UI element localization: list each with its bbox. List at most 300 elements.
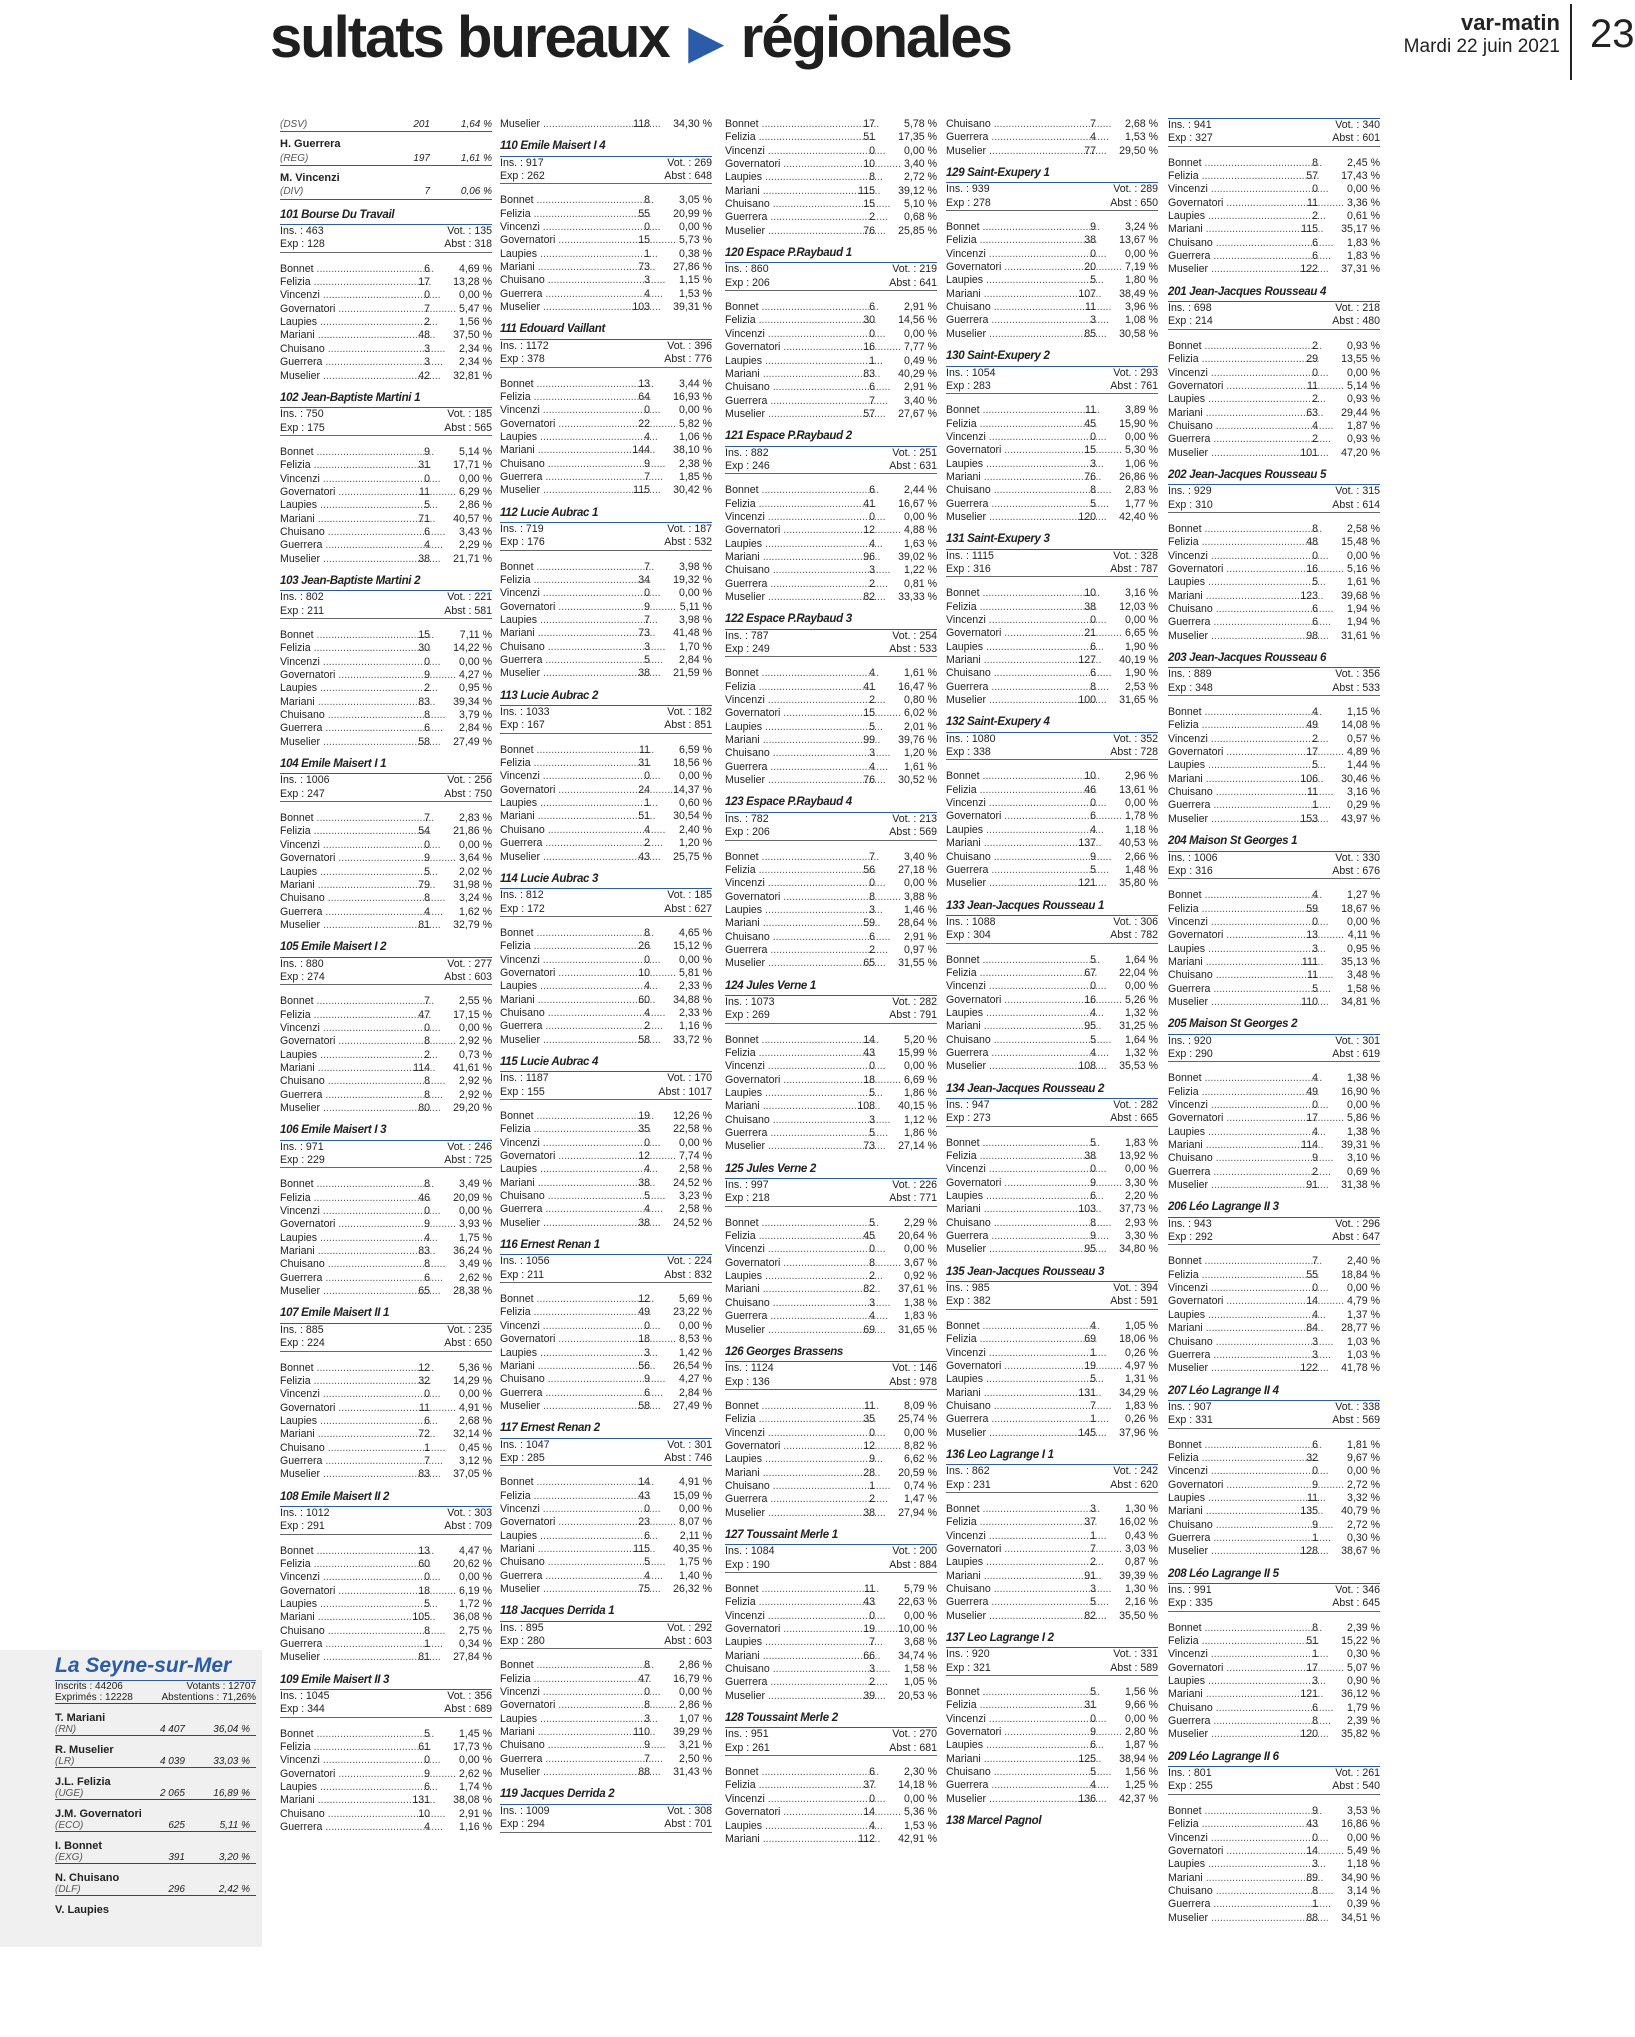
inscrits: Ins. : 907 bbox=[1168, 1400, 1212, 1413]
exprimes: Exprimés : 12228 bbox=[55, 1692, 133, 1703]
vote-percent: 2,53 % bbox=[1125, 680, 1158, 693]
votants: Vot. : 277 bbox=[447, 957, 492, 970]
vote-percent: 1,83 % bbox=[1125, 1136, 1158, 1149]
candidate-name: Governatori ..... bbox=[500, 1333, 600, 1346]
vote-percent: 39,02 % bbox=[898, 550, 937, 563]
result-row bbox=[946, 877, 1158, 890]
result-row bbox=[946, 1373, 1158, 1386]
result-row bbox=[1168, 1362, 1380, 1375]
exprimes: Exp : 292 bbox=[1168, 1231, 1213, 1244]
candidate-name: Governatori ..... bbox=[1168, 1479, 1268, 1492]
candidate-name: Vincenzi ..... bbox=[725, 511, 825, 524]
candidate-name: Laupies ..... bbox=[1168, 210, 1268, 223]
vote-percent: 0,00 % bbox=[1125, 614, 1158, 626]
result-row bbox=[280, 1651, 492, 1664]
result-row bbox=[946, 314, 1158, 327]
vote-percent: 34,88 % bbox=[673, 993, 712, 1006]
vote-count: 121 bbox=[1078, 877, 1096, 890]
exprimes: Exp : 128 bbox=[280, 238, 325, 251]
result-row bbox=[1168, 367, 1380, 380]
inscrits: Ins. : 1033 bbox=[500, 706, 550, 719]
vote-count: 0 bbox=[1090, 797, 1096, 810]
vote-percent: 18,67 % bbox=[1341, 902, 1380, 915]
page-number: 23 bbox=[1590, 12, 1635, 56]
candidate-name: Felizia ..... bbox=[725, 1779, 825, 1792]
vote-percent: 0,00 % bbox=[459, 1388, 492, 1401]
vote-count: 4 bbox=[644, 1006, 650, 1019]
candidate-name: Mariani ..... bbox=[946, 471, 1046, 484]
result-row bbox=[1168, 447, 1380, 460]
candidate-name: Muselier ..... bbox=[1168, 447, 1268, 460]
vote-percent: 3,67 % bbox=[904, 1256, 937, 1269]
inscrits: Inscrits : 44206 bbox=[55, 1681, 123, 1692]
vote-percent: 9,67 % bbox=[1347, 1451, 1380, 1464]
vote-percent: 15,22 % bbox=[1341, 1635, 1380, 1648]
vote-percent: 3,49 % bbox=[459, 1178, 492, 1191]
vote-count: 7 bbox=[424, 812, 430, 825]
vote-percent: 25,85 % bbox=[898, 224, 937, 237]
result-row bbox=[1168, 1126, 1380, 1139]
result-row bbox=[280, 303, 492, 316]
vote-count: 391 bbox=[168, 1852, 185, 1863]
abstentions: Abst : 627 bbox=[664, 902, 712, 915]
exprimes: Exp : 190 bbox=[725, 1558, 770, 1571]
candidate-name: Muselier ..... bbox=[280, 919, 380, 932]
polling-station-name: 201 Jean-Jacques Rousseau 4 bbox=[1168, 285, 1327, 298]
vote-percent: 26,32 % bbox=[673, 1583, 712, 1595]
vote-count: 14 bbox=[1306, 1295, 1318, 1308]
candidate-name: Bonnet ..... bbox=[1168, 1439, 1268, 1452]
result-row bbox=[1168, 1872, 1380, 1885]
vote-percent: 2,83 % bbox=[1125, 484, 1158, 497]
candidate-name: Bonnet ..... bbox=[280, 446, 380, 459]
station-stats-inscrits bbox=[280, 1506, 492, 1520]
result-row bbox=[500, 248, 712, 261]
vote-percent: 2,68 % bbox=[459, 1414, 492, 1427]
candidate-name: Chuisano ..... bbox=[946, 851, 1046, 864]
vote-count: 4 bbox=[644, 287, 650, 300]
vote-count: 7 bbox=[424, 995, 430, 1008]
vote-percent: 1,30 % bbox=[1125, 1502, 1158, 1515]
vote-count: 58 bbox=[638, 1399, 650, 1412]
vote-percent: 0,00 % bbox=[459, 655, 492, 668]
candidate-name: Muselier ..... bbox=[500, 118, 600, 131]
vote-count: 3 bbox=[644, 1346, 650, 1359]
station-stats-inscrits bbox=[1168, 484, 1380, 498]
vote-count: 0 bbox=[1090, 1163, 1096, 1176]
candidate-name: Felizia ..... bbox=[725, 131, 825, 144]
vote-count: 8 bbox=[424, 709, 430, 722]
candidate-name: Vincenzi ..... bbox=[946, 1530, 1046, 1543]
vote-percent: 21,59 % bbox=[673, 667, 712, 680]
station-stats-exprimes bbox=[500, 536, 712, 550]
vote-percent: 42,40 % bbox=[1119, 510, 1158, 523]
station-stats-inscrits bbox=[725, 1178, 937, 1192]
vote-percent: 25,75 % bbox=[673, 850, 712, 863]
inscrits: Ins. : 951 bbox=[725, 1728, 769, 1741]
candidate-name: Felizia ..... bbox=[725, 1413, 825, 1426]
vote-count: 7 bbox=[644, 470, 650, 483]
candidate-name: Muselier ..... bbox=[1168, 630, 1268, 643]
candidate-name: Guerrera ..... bbox=[280, 906, 380, 919]
vote-percent: 23,22 % bbox=[673, 1306, 712, 1319]
vote-count: 89 bbox=[1306, 1871, 1318, 1884]
candidate-name: Felizia ..... bbox=[500, 1123, 600, 1136]
vote-count: 17 bbox=[418, 276, 430, 289]
candidate-name: Muselier ..... bbox=[1168, 1545, 1268, 1558]
vote-count: 1 bbox=[1312, 1531, 1318, 1544]
result-row bbox=[725, 591, 937, 604]
result-row bbox=[725, 395, 937, 408]
vote-count: 6 bbox=[424, 1414, 430, 1427]
result-row bbox=[725, 1297, 937, 1310]
vote-count: 9 bbox=[424, 1767, 430, 1780]
candidate-name: Chuisano ..... bbox=[1168, 1702, 1268, 1715]
result-row bbox=[500, 274, 712, 287]
candidate-name: Mariani ..... bbox=[725, 1833, 825, 1846]
candidate-name: Bonnet ..... bbox=[1168, 889, 1268, 902]
candidate-name: Felizia ..... bbox=[725, 864, 825, 877]
vote-count: 6 bbox=[424, 1781, 430, 1794]
candidate-name: Chuisano ..... bbox=[500, 641, 600, 654]
candidate-name: Governatori ..... bbox=[946, 1543, 1046, 1556]
result-row bbox=[500, 1163, 712, 1176]
candidate-name: Mariani ..... bbox=[500, 261, 600, 274]
station-stats-exprimes bbox=[500, 1818, 712, 1832]
candidate-name: Felizia ..... bbox=[946, 967, 1046, 980]
vote-percent: 39,31 % bbox=[1341, 1139, 1380, 1152]
vote-count: 56 bbox=[638, 1359, 650, 1372]
candidate-name: Guerrera ..... bbox=[1168, 250, 1268, 263]
vote-percent: 42,91 % bbox=[898, 1832, 937, 1845]
polling-station-block bbox=[946, 118, 1158, 158]
vote-count: 6 bbox=[869, 301, 875, 314]
candidate-name: Governatori ..... bbox=[946, 1726, 1046, 1739]
vote-count: 4 bbox=[869, 537, 875, 550]
station-stats-exprimes bbox=[280, 422, 492, 436]
vote-count: 9 bbox=[1090, 221, 1096, 234]
abstentions: Abst : 532 bbox=[664, 536, 712, 549]
candidate-name: Governatori ..... bbox=[280, 1585, 380, 1598]
result-row bbox=[1168, 1452, 1380, 1465]
candidate-name: Felizia ..... bbox=[946, 1516, 1046, 1529]
vote-percent: 39,76 % bbox=[898, 734, 937, 747]
vote-percent: 1,87 % bbox=[1125, 1739, 1158, 1752]
result-row bbox=[1168, 393, 1380, 406]
results-column-1 bbox=[280, 118, 492, 1840]
result-row bbox=[725, 904, 937, 917]
vote-percent: 13,55 % bbox=[1341, 353, 1380, 366]
result-row bbox=[725, 1467, 937, 1480]
inscrits: Ins. : 1006 bbox=[1168, 851, 1218, 864]
vote-count: 39 bbox=[863, 1689, 875, 1702]
vote-percent: 7,74 % bbox=[679, 1150, 712, 1163]
vote-percent: 2,72 % bbox=[1347, 1478, 1380, 1491]
result-row bbox=[280, 329, 492, 342]
station-stats-exprimes bbox=[1168, 1597, 1380, 1611]
party-label: (REG) bbox=[280, 152, 309, 164]
candidate-party-row bbox=[280, 152, 492, 166]
vote-percent: 1,58 % bbox=[904, 1663, 937, 1676]
vote-count: 0 bbox=[869, 144, 875, 157]
exprimes: Exp : 291 bbox=[280, 1520, 325, 1533]
result-row bbox=[725, 1493, 937, 1506]
vote-count: 13 bbox=[1306, 929, 1318, 942]
exprimes: Exp : 218 bbox=[725, 1192, 770, 1205]
inscrits: Ins. : 997 bbox=[725, 1179, 769, 1192]
result-row bbox=[1168, 733, 1380, 746]
vote-count: 106 bbox=[1300, 772, 1318, 785]
vote-count: 17 bbox=[1306, 1112, 1318, 1125]
vote-count: 0 bbox=[1312, 549, 1318, 562]
vote-count: 144 bbox=[632, 444, 650, 457]
station-stats-inscrits bbox=[1168, 1583, 1380, 1597]
result-row bbox=[1168, 1282, 1380, 1295]
vote-count: 8 bbox=[1312, 1715, 1318, 1728]
vote-percent: 1,05 % bbox=[904, 1676, 937, 1689]
vote-count: 0 bbox=[424, 1205, 430, 1218]
vote-count: 6 bbox=[424, 262, 430, 275]
candidate-name: Laupies ..... bbox=[946, 824, 1046, 837]
vote-percent: 0,00 % bbox=[904, 327, 937, 340]
candidate-name: Chuisano ..... bbox=[725, 1663, 825, 1676]
vote-count: 43 bbox=[1306, 1818, 1318, 1831]
vote-count: 19 bbox=[1084, 1359, 1096, 1372]
vote-percent: 40,53 % bbox=[1119, 837, 1158, 850]
vote-percent: 8,09 % bbox=[904, 1399, 937, 1412]
candidate-name: Mariani ..... bbox=[280, 696, 380, 709]
vote-percent: 5,36 % bbox=[904, 1806, 937, 1819]
result-row bbox=[1168, 197, 1380, 210]
vote-percent: 2,29 % bbox=[459, 539, 492, 552]
result-row bbox=[1168, 353, 1380, 366]
vote-count: 79 bbox=[418, 878, 430, 891]
polling-station-block bbox=[1168, 1385, 1380, 1559]
polling-station-name: 136 Leo Lagrange I 1 bbox=[946, 1448, 1054, 1461]
result-row bbox=[1168, 983, 1380, 996]
vote-count: 9 bbox=[424, 445, 430, 458]
candidate-name: Governatori ..... bbox=[500, 1516, 600, 1529]
vote-count: 7 bbox=[424, 186, 430, 198]
result-row bbox=[946, 1347, 1158, 1360]
vote-count: 8 bbox=[1090, 680, 1096, 693]
polling-station-block bbox=[725, 1346, 937, 1520]
polling-station-block bbox=[946, 1815, 1158, 1828]
abstentions: Abst : 832 bbox=[664, 1268, 712, 1281]
votants: Vot. : 221 bbox=[447, 591, 492, 604]
result-row bbox=[500, 431, 712, 444]
result-row bbox=[1168, 420, 1380, 433]
candidate-name: Laupies ..... bbox=[500, 1163, 600, 1176]
candidate-name: Guerrera ..... bbox=[500, 288, 600, 301]
candidate-name: Guerrera ..... bbox=[725, 761, 825, 774]
party-label: (DSV) bbox=[280, 119, 308, 130]
polling-station-block bbox=[725, 247, 937, 421]
station-stats-exprimes bbox=[725, 643, 937, 657]
polling-station-block bbox=[946, 167, 1158, 341]
result-row bbox=[725, 864, 937, 877]
vote-percent: 2,34 % bbox=[459, 342, 492, 355]
vote-percent: 3,30 % bbox=[1125, 1176, 1158, 1189]
result-row bbox=[725, 877, 937, 890]
candidate-name: Governatori ..... bbox=[725, 1806, 825, 1819]
vote-count: 9 bbox=[1312, 1478, 1318, 1491]
vote-percent: 3,16 % bbox=[1347, 786, 1380, 799]
station-stats-inscrits bbox=[946, 549, 1158, 563]
vote-percent: 1,94 % bbox=[1347, 616, 1380, 629]
vote-count: 1 bbox=[1312, 1898, 1318, 1911]
vote-percent: 1,83 % bbox=[904, 1310, 937, 1323]
candidate-name: Laupies ..... bbox=[500, 614, 600, 627]
result-row bbox=[1168, 1099, 1380, 1112]
vote-percent: 17,35 % bbox=[898, 131, 937, 144]
vote-percent: 37,73 % bbox=[1119, 1203, 1158, 1216]
candidate-name: Felizia ..... bbox=[500, 1673, 600, 1686]
vote-percent: 31,98 % bbox=[453, 878, 492, 891]
votants: Vot. : 306 bbox=[1113, 915, 1158, 928]
votants: Vot. : 328 bbox=[1113, 549, 1158, 562]
vote-count: 8 bbox=[1312, 1884, 1318, 1897]
candidate-name: Guerrera ..... bbox=[280, 1455, 380, 1468]
result-row bbox=[946, 954, 1158, 967]
result-row bbox=[500, 1034, 712, 1047]
inscrits: Ins. : 880 bbox=[280, 957, 324, 970]
candidate-name: Guerrera ..... bbox=[280, 722, 380, 735]
exprimes: Exp : 255 bbox=[1168, 1780, 1213, 1793]
vote-count: 6 bbox=[424, 722, 430, 735]
result-row bbox=[725, 707, 937, 720]
candidate-name: Guerrera ..... bbox=[725, 1493, 825, 1506]
vote-percent: 1,75 % bbox=[679, 1556, 712, 1569]
vote-count: 14 bbox=[1306, 1844, 1318, 1857]
result-row bbox=[946, 1503, 1158, 1516]
vote-percent: 0,81 % bbox=[904, 577, 937, 590]
station-stats-inscrits bbox=[280, 1140, 492, 1154]
candidate-name: Laupies ..... bbox=[725, 1270, 825, 1283]
candidate-name: Bonnet ..... bbox=[946, 1503, 1046, 1516]
vote-percent: 36,24 % bbox=[453, 1245, 492, 1258]
vote-count: 7 bbox=[1090, 118, 1096, 130]
vote-percent: 2,84 % bbox=[679, 1386, 712, 1399]
vote-count: 38 bbox=[1084, 234, 1096, 247]
vote-count: 7 bbox=[869, 394, 875, 407]
result-row bbox=[725, 734, 937, 747]
vote-count: 10 bbox=[418, 1807, 430, 1820]
vote-count: 0 bbox=[1090, 430, 1096, 443]
result-row bbox=[500, 667, 712, 680]
candidate-name: Bonnet ..... bbox=[725, 484, 825, 497]
vote-percent: 0,80 % bbox=[904, 694, 937, 707]
result-row bbox=[946, 498, 1158, 511]
vote-percent: 1,61 % bbox=[1347, 576, 1380, 589]
candidate-name: Felizia ..... bbox=[280, 459, 380, 472]
abstentions: Abst : 771 bbox=[889, 1192, 937, 1205]
candidate-name: Mariani ..... bbox=[1168, 1688, 1268, 1701]
vote-count: 56 bbox=[863, 863, 875, 876]
polling-station-name: 103 Jean-Baptiste Martini 2 bbox=[280, 574, 421, 587]
vote-percent: 2,39 % bbox=[1347, 1621, 1380, 1634]
vote-count: 1 bbox=[1090, 1529, 1096, 1542]
vote-count: 1 bbox=[869, 354, 875, 367]
vote-percent: 0,87 % bbox=[1125, 1556, 1158, 1569]
vote-percent: 17,73 % bbox=[453, 1741, 492, 1754]
votants: Vot. : 170 bbox=[667, 1072, 712, 1085]
vote-percent: 0,30 % bbox=[1347, 1531, 1380, 1544]
vote-percent: 32,81 % bbox=[453, 369, 492, 382]
vote-count: 13 bbox=[638, 377, 650, 390]
exprimes: Exp : 344 bbox=[280, 1703, 325, 1716]
vote-count: 76 bbox=[1084, 470, 1096, 483]
candidate-name: Muselier ..... bbox=[946, 694, 1046, 707]
vote-count: 110 bbox=[633, 1726, 650, 1739]
candidate-name: Bonnet ..... bbox=[1168, 1072, 1268, 1085]
vote-count: 2 bbox=[869, 211, 875, 224]
candidate-name: Vincenzi ..... bbox=[1168, 367, 1268, 380]
vote-count: 72 bbox=[418, 1428, 430, 1441]
candidate-name: Governatori ..... bbox=[1168, 1295, 1268, 1308]
polling-station-block bbox=[725, 1712, 937, 1846]
vote-percent: 18,84 % bbox=[1341, 1268, 1380, 1281]
result-row bbox=[946, 1320, 1158, 1333]
result-row bbox=[725, 314, 937, 327]
abstentions: Abst : 776 bbox=[664, 353, 712, 366]
vote-percent: 0,00 % bbox=[1347, 1831, 1380, 1844]
candidate-name: Governatori ..... bbox=[1168, 563, 1268, 576]
result-row bbox=[500, 1217, 712, 1230]
exprimes: Exp : 246 bbox=[725, 459, 770, 472]
candidate-name: Chuisano ..... bbox=[1168, 1885, 1268, 1898]
exprimes: Exp : 338 bbox=[946, 746, 991, 759]
result-row bbox=[1168, 943, 1380, 956]
vote-percent: 34,30 % bbox=[673, 118, 712, 130]
candidate-name: Bonnet ..... bbox=[946, 1137, 1046, 1150]
vote-count: 0 bbox=[644, 1502, 650, 1515]
candidate-name: Chuisano ..... bbox=[500, 274, 600, 287]
vote-percent: 38,08 % bbox=[453, 1794, 492, 1807]
vote-percent: 5,10 % bbox=[904, 198, 937, 211]
vote-percent: 34,81 % bbox=[1341, 995, 1380, 1008]
candidate-name: Laupies ..... bbox=[725, 721, 825, 734]
vote-count: 5 bbox=[424, 865, 430, 878]
vote-percent: 34,74 % bbox=[898, 1649, 937, 1662]
candidate-name: Felizia ..... bbox=[280, 1558, 380, 1571]
candidate-name: Felizia ..... bbox=[725, 1596, 825, 1609]
vote-count: 59 bbox=[1306, 902, 1318, 915]
vote-percent: 1,06 % bbox=[1125, 457, 1158, 470]
vote-count: 122 bbox=[1300, 1362, 1318, 1375]
polling-station-block bbox=[280, 1124, 492, 1298]
vote-count: 11 bbox=[864, 1399, 875, 1412]
vote-percent: 39,29 % bbox=[673, 1726, 712, 1739]
station-stats-inscrits bbox=[1168, 301, 1380, 315]
vote-count: 4 bbox=[869, 667, 875, 680]
vote-percent: 1,40 % bbox=[679, 1569, 712, 1582]
candidate-name: Felizia ..... bbox=[280, 1741, 380, 1754]
vote-count: 3 bbox=[644, 640, 650, 653]
vote-count: 71 bbox=[418, 512, 430, 525]
vote-percent: 1,86 % bbox=[904, 1087, 937, 1099]
station-stats-exprimes bbox=[946, 1479, 1158, 1493]
votants: Vot. : 146 bbox=[892, 1362, 937, 1375]
abstentions: Abst : 689 bbox=[444, 1703, 492, 1716]
vote-percent: 31,25 % bbox=[1119, 1020, 1158, 1033]
vote-percent: 2,91 % bbox=[459, 1807, 492, 1820]
result-row bbox=[500, 1137, 712, 1150]
exprimes: Exp : 294 bbox=[500, 1818, 545, 1831]
vote-count: 2 bbox=[1312, 1165, 1318, 1178]
vote-count: 34 bbox=[638, 573, 650, 586]
candidate-name: J.M. Governatori bbox=[55, 1808, 142, 1820]
